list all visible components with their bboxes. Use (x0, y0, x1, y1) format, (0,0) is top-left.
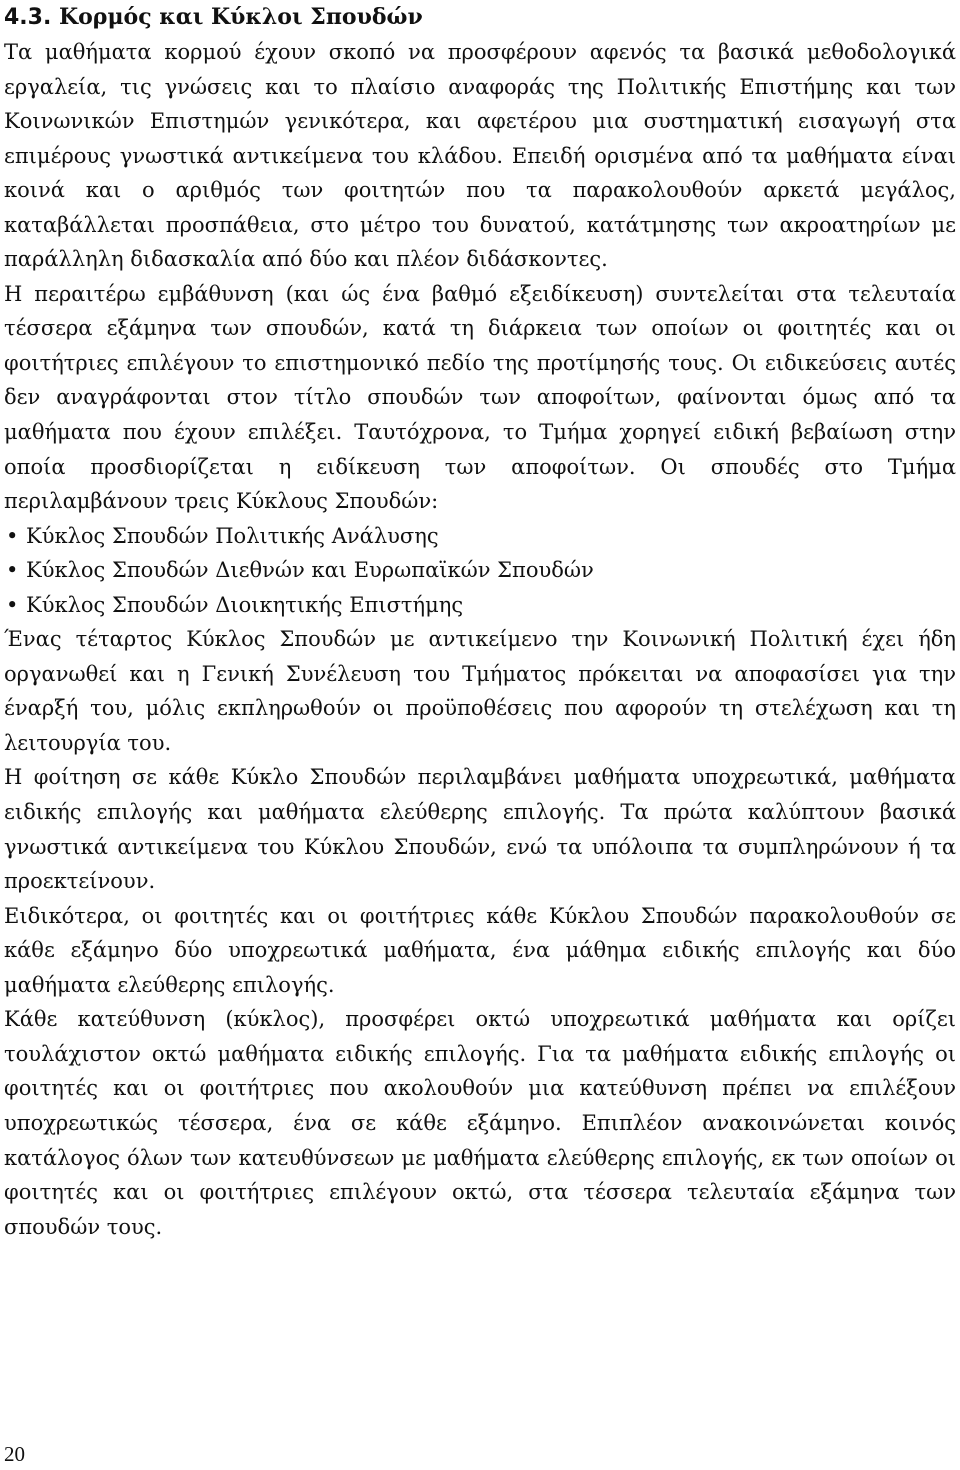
list-item: • Κύκλος Σπουδών Πολιτικής Ανάλυσης (4, 519, 956, 554)
list-item: • Κύκλος Σπουδών Διεθνών και Ευρωπαϊκών Σπουδών (4, 553, 956, 588)
paragraph-fourth-cycle: Ένας τέταρτος Κύκλος Σπουδών με αντικείμενο την Κοινωνική Πολιτική έχει ήδη οργανωθεί και η Γενική Συνέλευση του Τμήματος πρόκειται να αποφασίσει για την έναρξή του, μόλις εκπληρωθούν οι προϋποθέσεις που αφορούν τη στελέχωση και τη λειτουργία του. (4, 627, 956, 755)
section-body (4, 35, 956, 1244)
section-title: Κορμός και Κύκλοι Σπουδών (59, 4, 423, 30)
page-number: 20 (4, 1442, 25, 1466)
section-heading (4, 0, 423, 35)
paragraph-direction-courses: Κάθε κατεύθυνση (κύκλος), προσφέρει οκτώ υποχρεωτικά μαθήματα και ορίζει τουλάχιστον οκτώ μαθήματα ειδικής επιλογής. Για τα μαθήματα ειδικής επιλογής οι φοιτητές και οι φοιτήτριες που ακολουθούν μια κατεύθυνση πρέπει να επιλέξουν υποχρεωτικώς τέσσερα, ένα σε κάθε εξάμηνο. Επιπλέον ανακοινώνεται κοινός κατάλογος όλων των κατευθύνσεων με μαθήματα ελεύθερης επιλογής, εκ των οποίων οι φοιτητές και οι φοιτήτριες επιλέγουν οκτώ, στα τέσσερα τελευταία εξάμηνα των σπουδών τους. (4, 1007, 956, 1239)
paragraph-semester-load: Ειδικότερα, οι φοιτητές και οι φοιτήτριες κάθε Κύκλου Σπουδών παρακολουθούν σε κάθε εξάμηνο δύο υποχρεωτικά μαθήματα, ένα μάθημα ειδικής επιλογής και δύο μαθήματα ελεύθερης επιλογής. (4, 903, 956, 997)
study-cycles-list (4, 519, 956, 623)
paragraph-specialization: Η περαιτέρω εμβάθυνση (και ώς ένα βαθμό εξειδίκευση) συντελείται στα τελευταία τέσσερα εξάμηνα των σπουδών, κατά τη διάρκεια των οποίων οι φοιτητές και οι φοιτήτριες επιλέγουν το επιστημονικό πεδίο της προτίμησής τους. Οι ειδικεύσεις αυτές δεν αναγράφονται στον τίτλο σπουδών των αποφοίτων, φαίνονται όμως από τα μαθήματα που έχουν επιλέξει. Ταυτόχρονα, το Τμήμα χορηγεί ειδική βεβαίωση στην οποία προσδιορίζεται η ειδίκευση των αποφοίτων. Οι σπουδές στο Τμήμα περιλαμβάνουν τρεις Κύκλους Σπουδών: (4, 281, 956, 514)
section-number: 4.3. (4, 5, 52, 30)
list-item: • Κύκλος Σπουδών Διοικητικής Επιστήμης (4, 588, 956, 623)
paragraph-course-types: Η φοίτηση σε κάθε Κύκλο Σπουδών περιλαμβάνει μαθήματα υποχρεωτικά, μαθήματα ειδικής επιλογής και μαθήματα ελεύθερης επιλογής. Τα πρώτα καλύπτουν βασικά γνωστικά αντικείμενα του Κύκλου Σπουδών, ενώ τα υπόλοιπα τα συμπληρώνουν ή τα προεκτείνουν. (4, 765, 956, 894)
paragraph-core-courses: Τα μαθήματα κορμού έχουν σκοπό να προσφέρουν αφενός τα βασικά μεθοδολογικά εργαλεία, τις γνώσεις και το πλαίσιο αναφοράς της Πολιτικής Επιστήμης και των Κοινωνικών Επιστημών γενικότερα, και αφετέρου μια συστηματική εισαγωγή στα επιμέρους γνωστικά αντικείμενα του κλάδου. Επειδή ορισμένα από τα μαθήματα είναι κοινά και ο αριθμός των φοιτητών που τα παρακολουθούν αρκετά μεγάλος, καταβάλλεται προσπάθεια, στο μέτρο του δυνατού, κατάτμησης των ακροατηρίων με παράλληλη διδασκαλία από δύο και πλέον διδάσκοντες. (4, 40, 956, 272)
